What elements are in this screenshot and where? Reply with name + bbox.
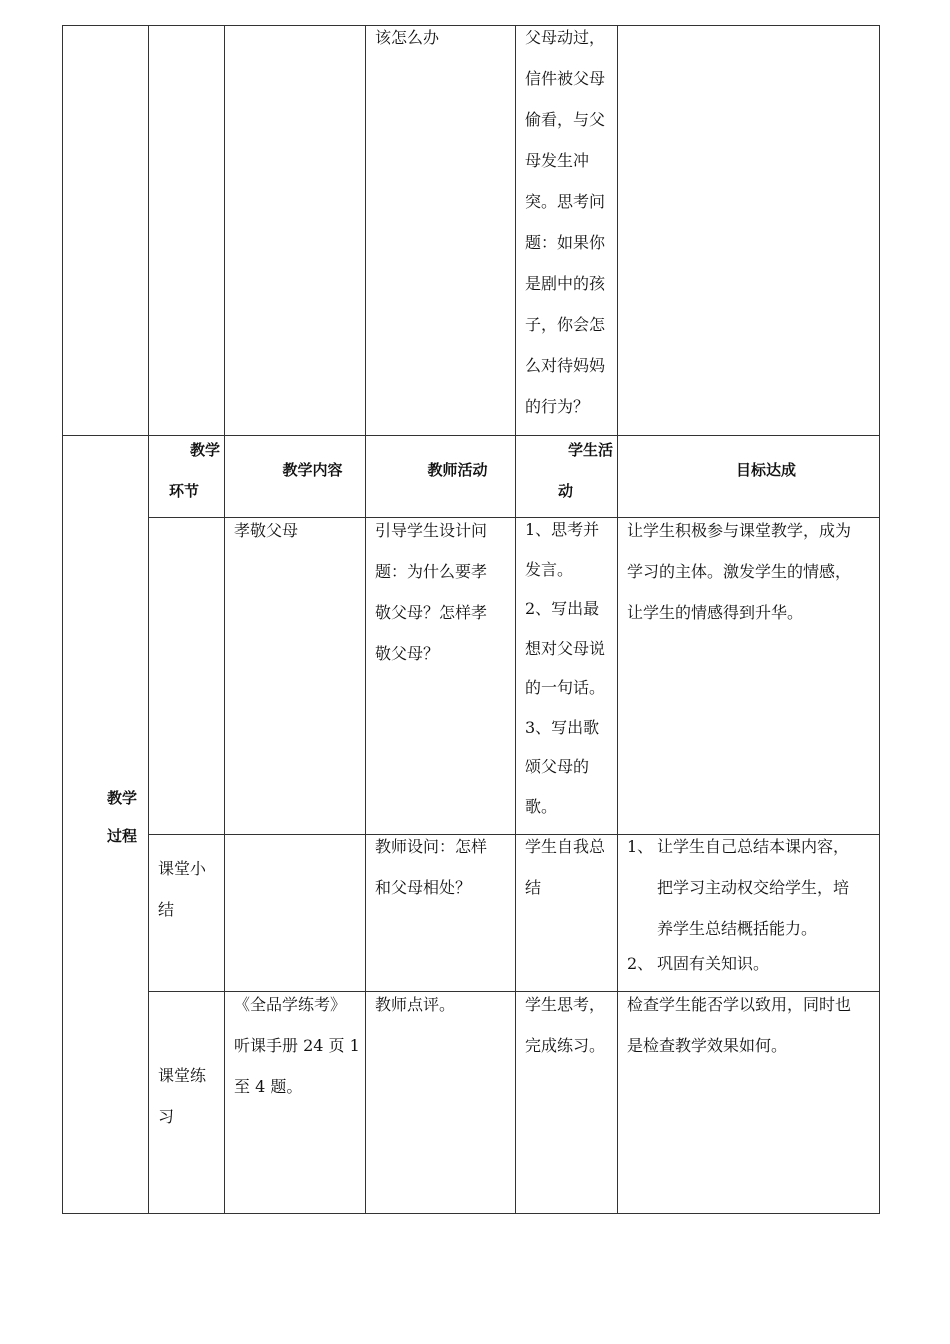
row2-stage: 课堂小 结: [158, 859, 207, 919]
header-goal: 目标达成: [735, 461, 796, 479]
row2-student: 学生自我总 结: [525, 837, 606, 897]
table-column-line: [617, 25, 618, 1214]
table-border-left: [62, 25, 63, 1214]
table-column-line: [224, 25, 225, 1214]
row3-goal: 检查学生能否学以致用，同时也 是检查教学效果如何。: [627, 995, 852, 1055]
row3-teacher: 教师点评。: [375, 995, 456, 1014]
table-border-bottom: [62, 1213, 880, 1214]
row3-stage: 课堂练 习: [158, 1066, 207, 1126]
top-teacher-activity: 该怎么办: [375, 28, 440, 47]
table-column-line: [148, 25, 149, 1214]
table-border-right: [879, 25, 880, 1214]
row1-teacher: 引导学生设计问 题：为什么要孝 敬父母？怎样孝 敬父母？: [375, 521, 488, 663]
table-column-line: [515, 25, 516, 1214]
row1-content: 孝敬父母: [234, 521, 299, 540]
goal-list-item: 1、 让学生自己总结本课内容， 把学习主动权交给学生，培 养学生总结概括能力。: [627, 837, 850, 938]
row3-student: 学生思考， 完成练习。: [525, 995, 606, 1055]
row3-content: 《全品学练考》 听课手册 24 页 1 至 4 题。: [234, 995, 360, 1096]
header-stage: 教学 环节: [168, 441, 220, 500]
header-teacher: 教师活动: [427, 461, 488, 479]
row1-goal: 让学生积极参与课堂教学，成为 学习的主体。激发学生的情感， 让学生的情感得到升华。: [627, 521, 852, 622]
section-label: 教学 过程: [106, 789, 137, 845]
row2-goal: [627, 826, 877, 979]
table-column-line: [365, 25, 366, 1214]
header-content: 教学内容: [282, 461, 343, 479]
row1-student: 1、思考并 发言。 2、写出最 想对父母说 的一句话。 3、写出歌 颂父母的 歌。: [525, 520, 606, 816]
goal-list-item: 2、 巩固有关知识。: [627, 954, 770, 973]
header-student: 学生活 动: [558, 441, 613, 500]
top-student-activity: 父母动过， 信件被父母 偷看，与父 母发生冲 突。思考问 题：如果你 是剧中的孩 子，你会怎 么对待妈妈 的行为？: [525, 28, 606, 416]
row2-teacher: 教师设问：怎样 和父母相处？: [375, 837, 488, 897]
